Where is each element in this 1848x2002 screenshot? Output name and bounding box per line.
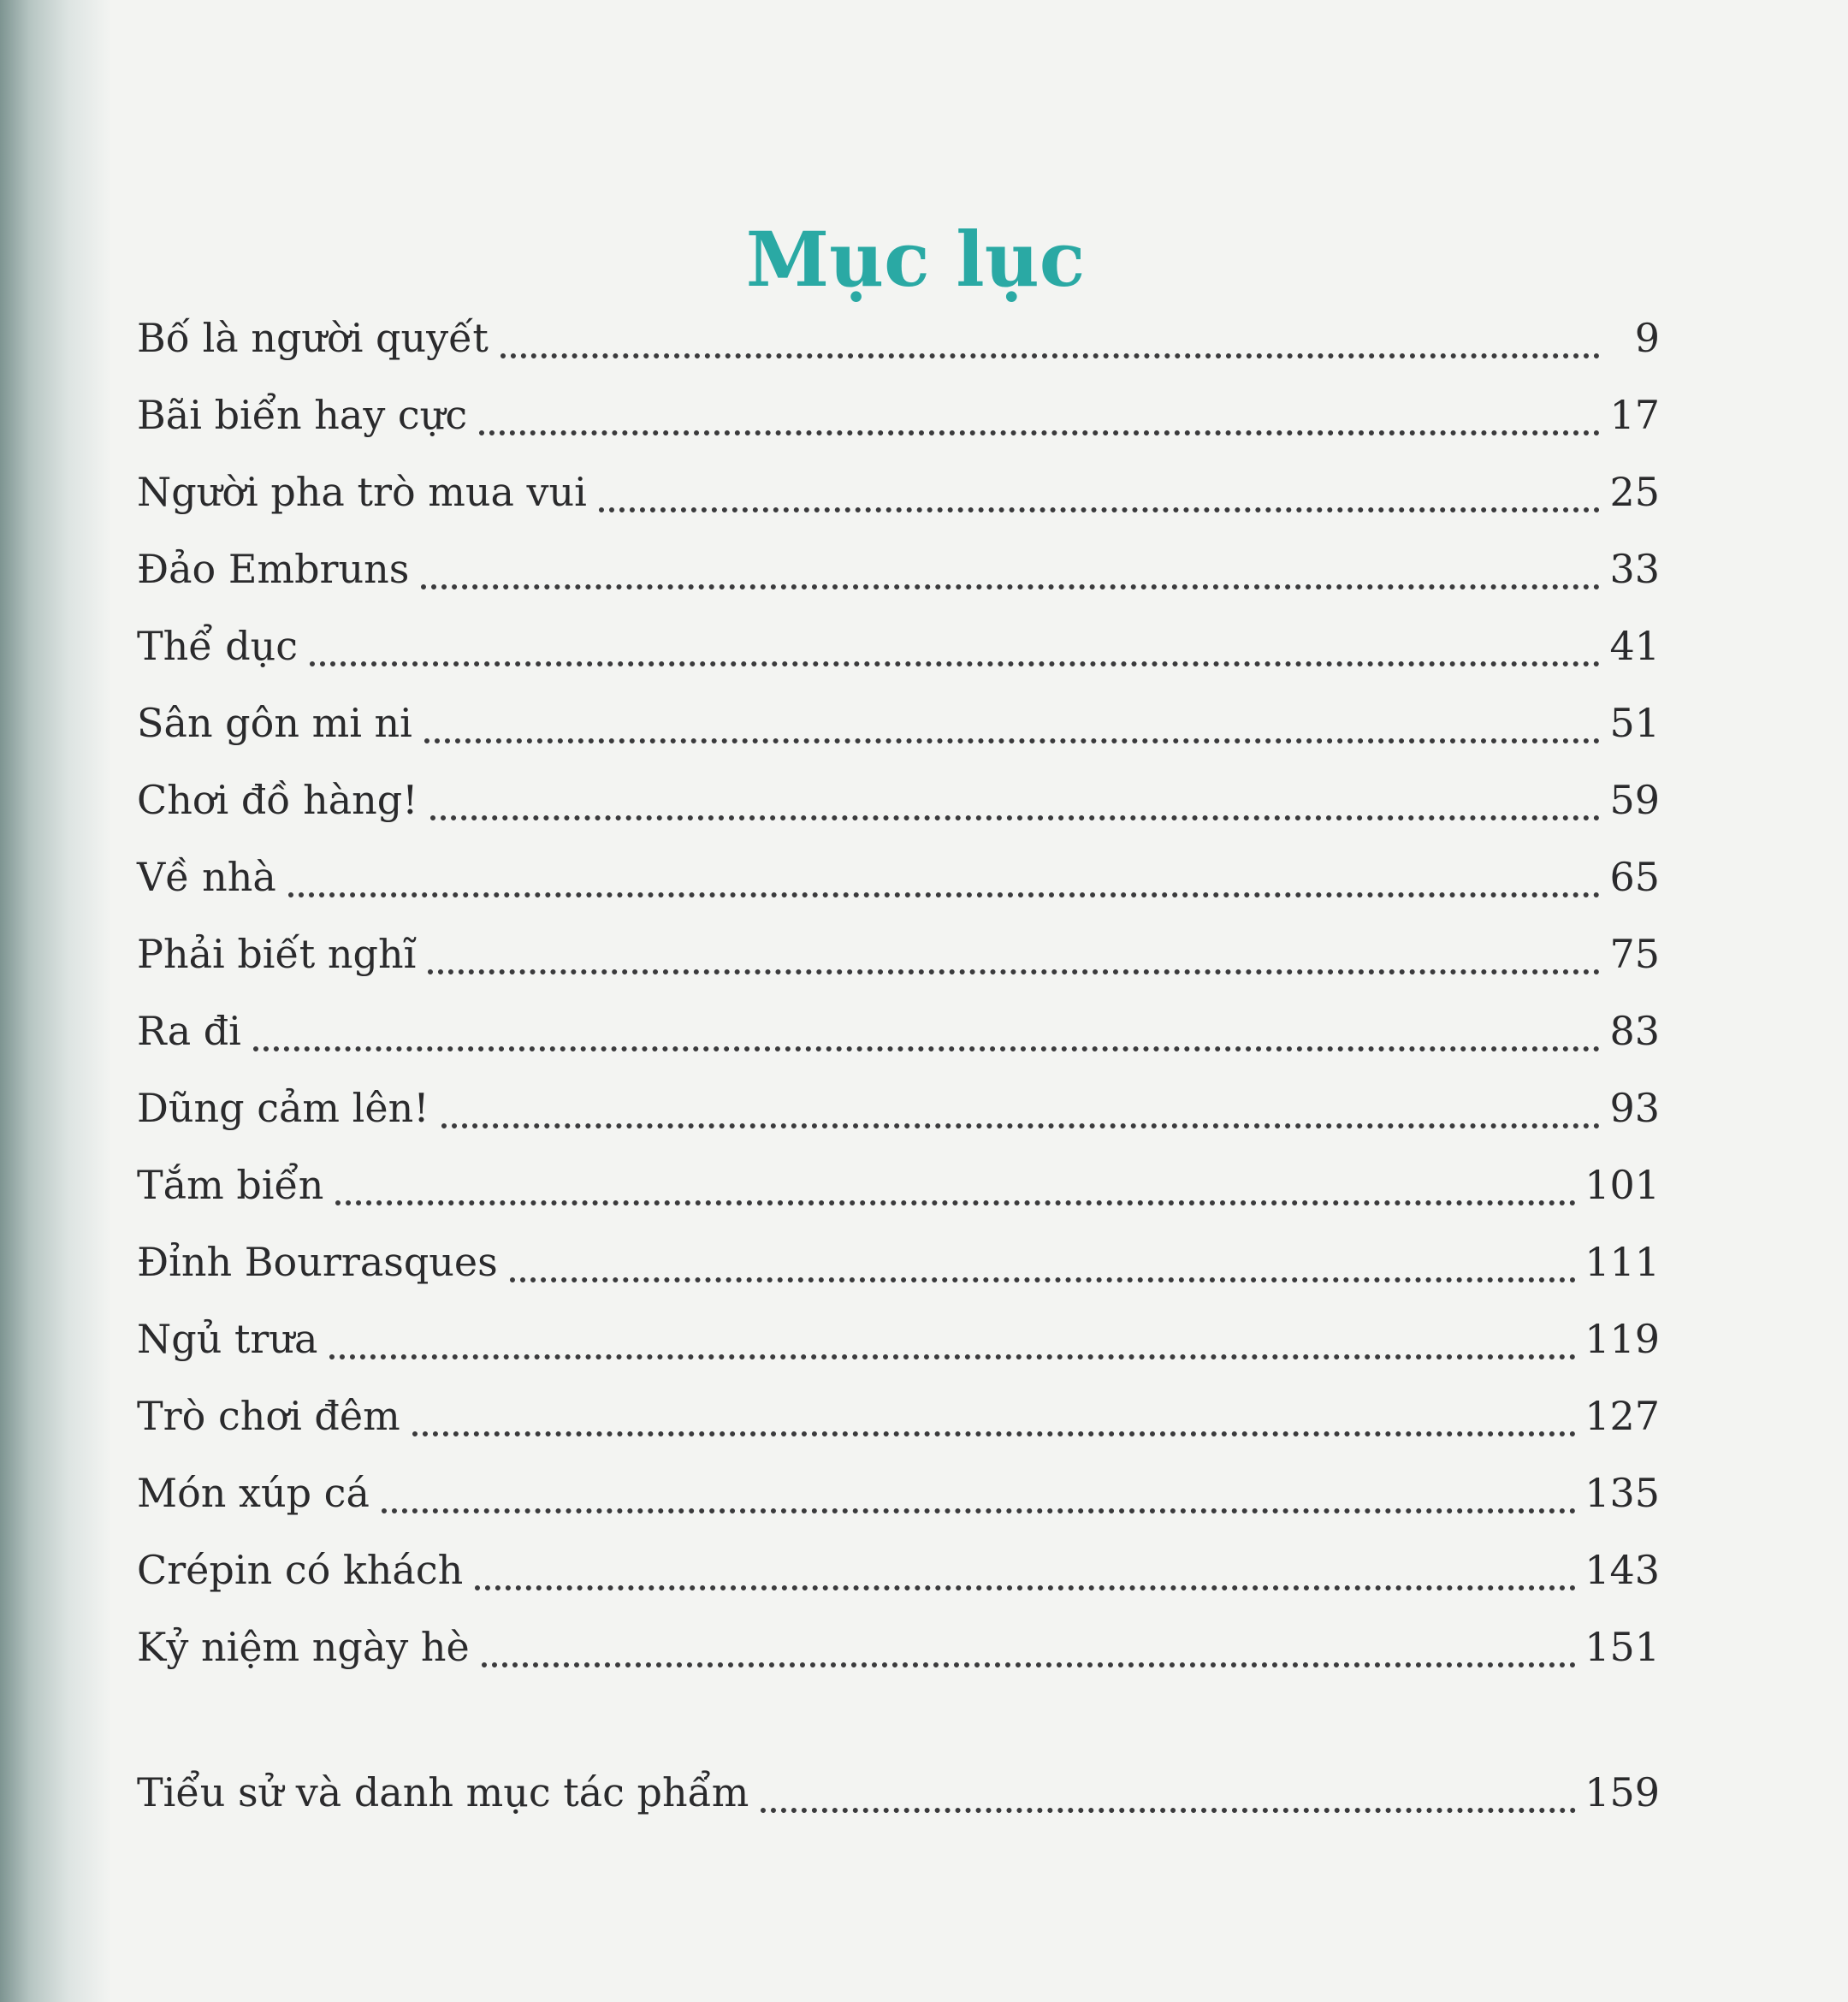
toc-entry-title: Ngủ trưa: [137, 1316, 318, 1362]
toc-entry-page: 51: [1609, 700, 1660, 746]
toc-entry[interactable]: [137, 376, 1660, 453]
toc-dot-leader: [441, 1115, 1600, 1128]
toc-entry-title: Người pha trò mua vui: [137, 469, 587, 515]
toc-dot-leader: [412, 1423, 1576, 1436]
toc-entry-title: Đỉnh Bourrasques: [137, 1239, 498, 1285]
toc-appendix-entry[interactable]: [137, 1754, 1660, 1831]
toc-entry[interactable]: [137, 1300, 1660, 1377]
toc-dot-leader: [335, 1192, 1576, 1205]
toc-entry-page: 83: [1609, 1008, 1660, 1054]
page-title: Mục lục: [745, 214, 1086, 304]
toc-appendix-title: Tiểu sử và danh mục tác phẩm: [137, 1769, 749, 1815]
toc-dot-leader: [329, 1346, 1576, 1359]
toc-entry-title: Ra đi: [137, 1008, 241, 1054]
toc-dot-leader: [430, 807, 1600, 820]
toc-entry[interactable]: [137, 607, 1660, 684]
toc-entry[interactable]: [137, 1531, 1660, 1608]
toc-entry-page: 151: [1584, 1624, 1660, 1670]
toc-dot-leader: [482, 1654, 1576, 1667]
page-binding-shadow: [0, 0, 111, 2002]
toc-entry-page: 25: [1609, 469, 1660, 515]
toc-entry[interactable]: [137, 299, 1660, 376]
toc-entry-title: Trò chơi đêm: [137, 1393, 400, 1439]
toc-entry[interactable]: [137, 1608, 1660, 1685]
toc-dot-leader: [761, 1799, 1576, 1813]
toc-dot-leader: [599, 499, 1600, 512]
toc-dot-leader: [421, 576, 1600, 589]
toc-dot-leader: [424, 730, 1600, 743]
toc-dot-leader: [310, 653, 1600, 666]
toc-dot-leader: [428, 961, 1600, 974]
toc-entry-title: Tắm biển: [137, 1162, 324, 1208]
toc-entry-page: 101: [1584, 1162, 1660, 1208]
toc-entry-page: 75: [1609, 931, 1660, 977]
toc-dot-leader: [510, 1269, 1576, 1282]
toc-entry[interactable]: [137, 684, 1660, 761]
toc-entry-title: Bố là người quyết: [137, 315, 489, 361]
toc-dot-leader: [500, 345, 1600, 358]
toc-entry-page: 93: [1609, 1085, 1660, 1131]
toc-dot-leader: [288, 884, 1600, 897]
toc-entry-title: Dũng cảm lên!: [137, 1085, 429, 1131]
toc-entry-title: Sân gôn mi ni: [137, 700, 412, 746]
toc-entry[interactable]: [137, 530, 1660, 607]
toc-entry-title: Chơi đồ hàng!: [137, 777, 418, 823]
toc-entry[interactable]: [137, 992, 1660, 1069]
toc-dot-leader: [382, 1500, 1576, 1513]
toc-entry-page: 59: [1609, 777, 1660, 823]
toc-entry[interactable]: [137, 761, 1660, 838]
toc-entry-page: 17: [1609, 392, 1660, 438]
toc-entry[interactable]: [137, 838, 1660, 915]
toc-dot-leader: [479, 422, 1600, 435]
toc-dot-leader: [253, 1038, 1600, 1051]
toc-entry-title: Thể dục: [137, 623, 299, 669]
toc-entry-page: 33: [1609, 546, 1660, 592]
toc-entry-page: 127: [1584, 1393, 1660, 1439]
toc-entry-title: Crépin có khách: [137, 1547, 464, 1593]
toc-entry-title: Kỷ niệm ngày hè: [137, 1624, 470, 1670]
toc-entry[interactable]: [137, 1146, 1660, 1223]
toc-entry[interactable]: [137, 453, 1660, 530]
toc-entry-title: Đảo Embruns: [137, 546, 410, 592]
toc-entry-page: 135: [1584, 1470, 1660, 1516]
toc-entry-page: 143: [1584, 1547, 1660, 1593]
toc-dot-leader: [475, 1577, 1576, 1590]
toc-appendix-page: 159: [1584, 1769, 1660, 1815]
toc-entry-title: Món xúp cá: [137, 1470, 370, 1516]
toc-entry[interactable]: [137, 1223, 1660, 1300]
toc-entry-page: 65: [1609, 854, 1660, 900]
toc-entry-title: Phải biết nghĩ: [137, 931, 417, 977]
toc-entry[interactable]: [137, 915, 1660, 992]
toc-entry-page: 41: [1609, 623, 1660, 669]
toc-entry-page: 119: [1584, 1316, 1660, 1362]
toc-entry[interactable]: [137, 1377, 1660, 1454]
toc-entry[interactable]: [137, 1454, 1660, 1531]
toc-entry-page: 9: [1634, 315, 1660, 361]
toc-entry-title: Về nhà: [137, 854, 276, 900]
toc-entry-page: 111: [1584, 1239, 1660, 1285]
toc-entry-title: Bãi biển hay cực: [137, 392, 468, 438]
toc-entry[interactable]: [137, 1069, 1660, 1146]
